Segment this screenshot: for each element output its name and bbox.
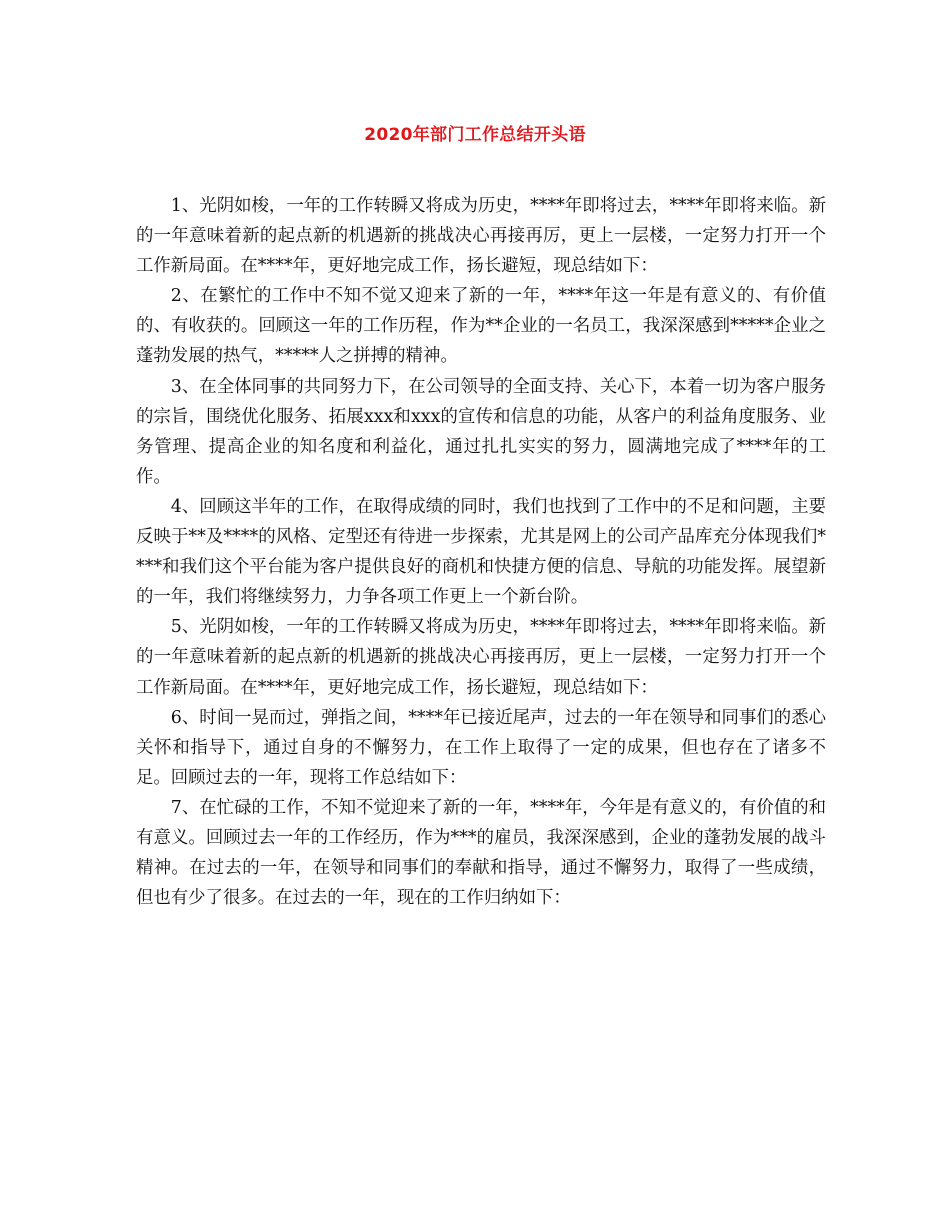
paragraph-6: 6、时间一晃而过，弹指之间，****年已接近尾声，过去的一年在领导和同事们的悉心关怀和指导下，通过自身的不懈努力，在工作上取得了一定的成果，但也存在了诸多不足。回顾过去的一年，现将工作总结如下： [136, 707, 826, 788]
paragraph-7: 7、在忙碌的工作，不知不觉迎来了新的一年，****年，今年是有意义的，有价值的和有意义。回顾过去一年的工作经历，作为***的雇员，我深深感到，企业的蓬勃发展的战斗精神。在过去的一年，在领导和同事们的奉献和指导，通过不懈努力，取得了一些成绩，但也有少了很多。在过去的一年，现在的工作归纳如下： [136, 797, 826, 909]
paragraph-5: 5、光阴如梭，一年的工作转瞬又将成为历史，****年即将过去，****年即将来临。新的一年意味着新的起点新的机遇新的挑战决心再接再厉，更上一层楼，一定努力打开一个工作新局面。在****年，更好地完成工作，扬长避短，现总结如下： [136, 617, 826, 698]
paragraph-4: 4、回顾这半年的工作，在取得成绩的同时，我们也找到了工作中的不足和问题，主要反映于**及****的风格、定型还有待进一步探索，尤其是网上的公司产品库充分体现我们****和我们这个平台能为客户提供良好的商机和快捷方便的信息、导航的功能发挥。展望新的一年，我们将继续努力，力争各项工作更上一个新台阶。 [136, 496, 826, 608]
document-body [136, 191, 826, 913]
paragraph-3: 3、在全体同事的共同努力下，在公司领导的全面支持、关心下，本着一切为客户服务的宗旨，围绕优化服务、拓展xxx和xxx的宣传和信息的功能，从客户的利益角度服务、业务管理、提高企业的知名度和利益化，通过扎扎实实的努力，圆满地完成了****年的工作。 [136, 376, 826, 487]
paragraph-1: 1、光阴如梭，一年的工作转瞬又将成为历史，****年即将过去，****年即将来临。新的一年意味着新的起点新的机遇新的挑战决心再接再厉，更上一层楼，一定努力打开一个工作新局面。在****年，更好地完成工作，扬长避短，现总结如下： [136, 196, 826, 277]
document-title: 2020年部门工作总结开头语 [364, 125, 586, 145]
paragraph-2: 2、在繁忙的工作中不知不觉又迎来了新的一年，****年这一年是有意义的、有价值的、有收获的。回顾这一年的工作历程，作为**企业的一名员工，我深深感到*****企业之蓬勃发展的热气，*****人之拼搏的精神。 [136, 286, 826, 367]
